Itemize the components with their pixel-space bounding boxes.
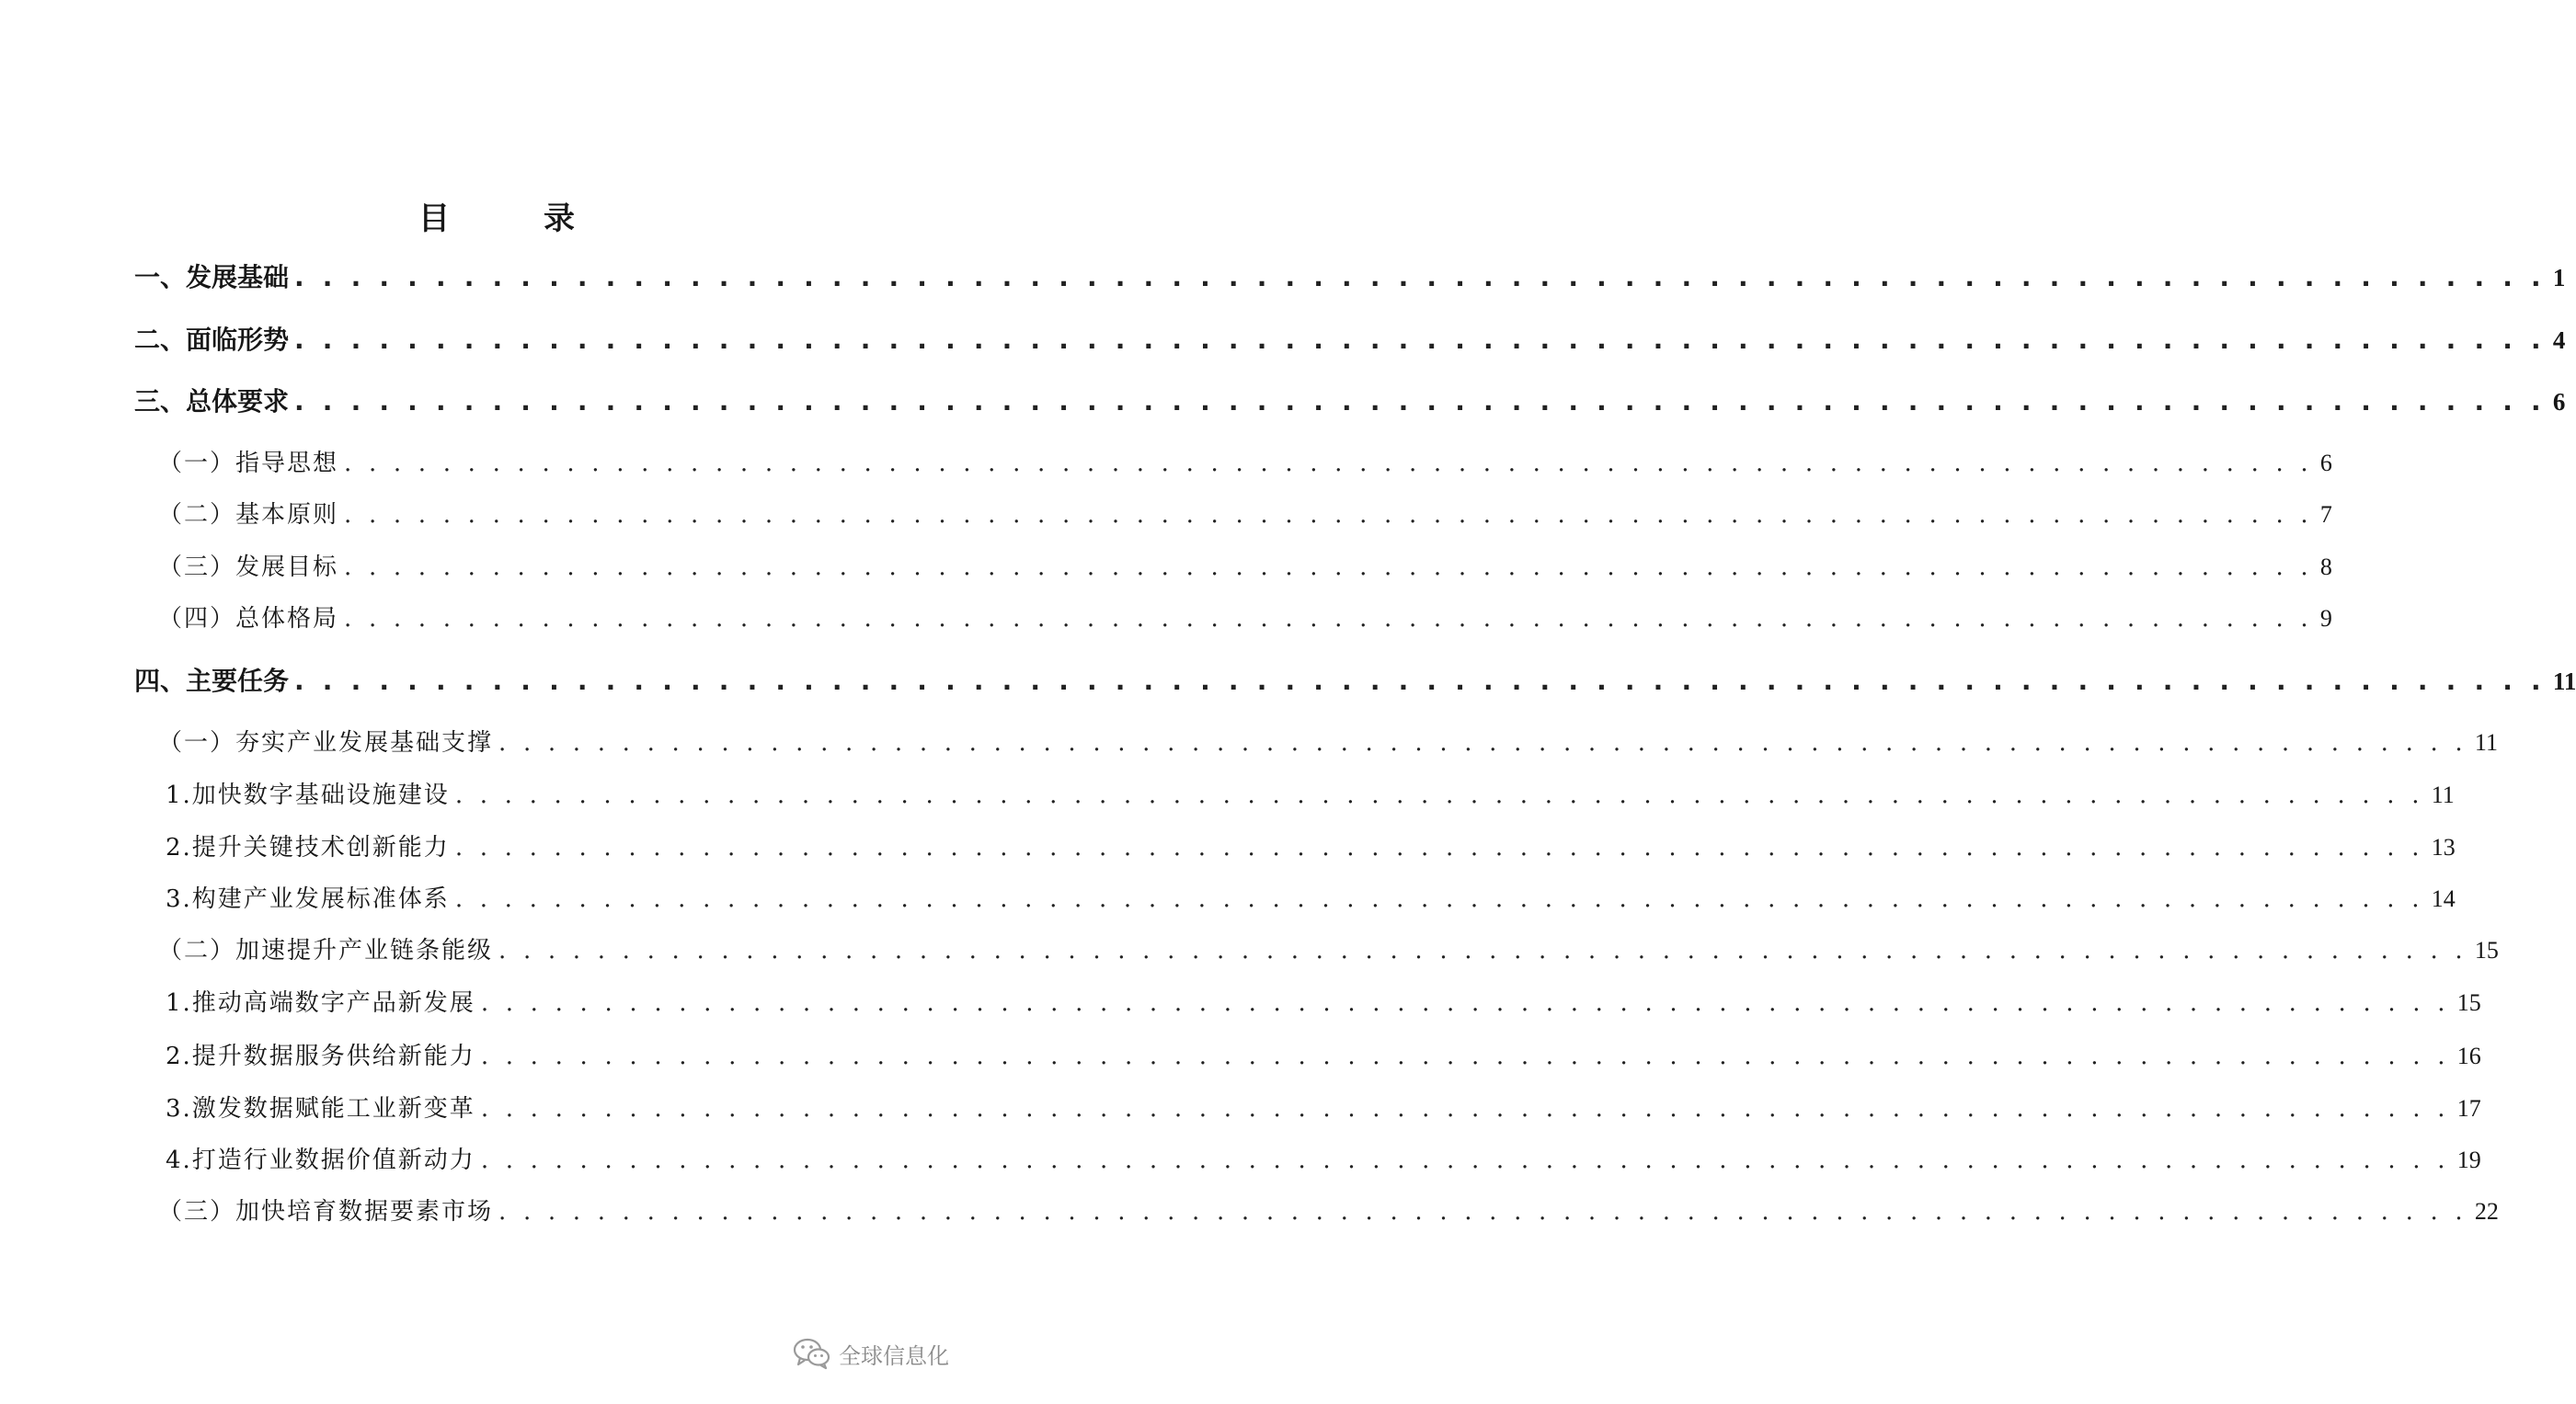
- toc-entry-label: 3.构建产业发展标准体系: [166, 885, 450, 913]
- dot-leader: . . . . . . . . . . . . . . . . . . . . . . . . . . . . . . . . . . . . . . . . . . . . . . . . . . . . . . . . . . . . . . . . . . . . . . . . . . . . . . . .: [344, 554, 2313, 581]
- toc-page-number: 1: [2552, 264, 2566, 291]
- toc-entry-label: （二）加速提升产业链条能级: [158, 937, 494, 965]
- toc-entry-label: 四、主要任务: [134, 666, 290, 696]
- toc-page-number: 9: [2319, 605, 2332, 632]
- toc-entry-label: 1.加快数字基础设施建设: [166, 782, 450, 809]
- toc-page-number: 22: [2474, 1198, 2499, 1225]
- toc-entry[interactable]: [166, 1090, 2481, 1127]
- dot-leader: . . . . . . . . . . . . . . . . . . . . . . . . . . . . . . . . . . . . . . . . . . . . . . . . . . . . . . . . . . . . . . . . . . . . . . . . . . . . . . . .: [294, 325, 2546, 355]
- toc-page-number: 11: [2474, 729, 2498, 756]
- dot-leader: . . . . . . . . . . . . . . . . . . . . . . . . . . . . . . . . . . . . . . . . . . . . . . . . . . . . . . . . . . . . . . . . . . . . . . . . . . . . . . . .: [498, 729, 2467, 757]
- toc-entry[interactable]: [166, 829, 2456, 866]
- toc-entry[interactable]: [158, 497, 2332, 533]
- dot-leader: . . . . . . . . . . . . . . . . . . . . . . . . . . . . . . . . . . . . . . . . . . . . . . . . . . . . . . . . . . . . . . . . . . . . . . . . . . . . . . . .: [498, 1198, 2467, 1226]
- toc-entry[interactable]: [166, 881, 2456, 918]
- toc-entry-label: （三）发展目标: [158, 554, 339, 581]
- toc-page-number: 6: [2552, 388, 2566, 416]
- toc-entry[interactable]: [158, 1193, 2499, 1230]
- watermark: [793, 1337, 949, 1370]
- toc-entry-label: 1.推动高端数字产品新发展: [166, 989, 475, 1017]
- toc-entry[interactable]: [166, 777, 2455, 814]
- dot-leader: . . . . . . . . . . . . . . . . . . . . . . . . . . . . . . . . . . . . . . . . . . . . . . . . . . . . . . . . . . . . . . . . . . . . . . . . . . . . . . . .: [294, 386, 2546, 417]
- toc-entry-label: 2.提升数据服务供给新能力: [166, 1043, 475, 1070]
- toc-entry-label: （四）总体格局: [158, 605, 339, 633]
- toc-entry-label: （二）基本原则: [158, 501, 339, 529]
- wechat-icon: [793, 1337, 831, 1370]
- toc-entry-label: 二、面临形势: [134, 325, 290, 355]
- toc-page-number: 11: [2431, 782, 2455, 808]
- dot-leader: . . . . . . . . . . . . . . . . . . . . . . . . . . . . . . . . . . . . . . . . . . . . . . . . . . . . . . . . . . . . . . . . . . . . . . . . . . . . . . . .: [454, 834, 2424, 862]
- page-title: 目 录: [418, 200, 606, 237]
- toc-entry[interactable]: [166, 1038, 2481, 1075]
- toc-entry[interactable]: [134, 383, 2566, 420]
- toc-page-number: 16: [2456, 1043, 2481, 1069]
- toc-entry[interactable]: [158, 932, 2499, 969]
- toc-entry-label: 三、总体要求: [134, 386, 290, 417]
- dot-leader: . . . . . . . . . . . . . . . . . . . . . . . . . . . . . . . . . . . . . . . . . . . . . . . . . . . . . . . . . . . . . . . . . . . . . . . . . . . . . . . .: [294, 666, 2546, 696]
- toc-page-number: 7: [2319, 501, 2332, 528]
- dot-leader: . . . . . . . . . . . . . . . . . . . . . . . . . . . . . . . . . . . . . . . . . . . . . . . . . . . . . . . . . . . . . . . . . . . . . . . . . . . . . . . .: [294, 262, 2546, 292]
- watermark-text: 全球信息化: [839, 1342, 949, 1369]
- toc-page-number: 19: [2456, 1147, 2481, 1173]
- toc-entry-label: （三）加快培育数据要素市场: [158, 1198, 494, 1226]
- dot-leader: . . . . . . . . . . . . . . . . . . . . . . . . . . . . . . . . . . . . . . . . . . . . . . . . . . . . . . . . . . . . . . . . . . . . . . . . . . . . . . . .: [454, 885, 2424, 913]
- dot-leader: . . . . . . . . . . . . . . . . . . . . . . . . . . . . . . . . . . . . . . . . . . . . . . . . . . . . . . . . . . . . . . . . . . . . . . . . . . . . . . . .: [454, 782, 2424, 809]
- toc-page-number: 6: [2319, 450, 2332, 476]
- toc-page-number: 15: [2474, 937, 2499, 964]
- toc-page-number: 15: [2456, 989, 2481, 1016]
- toc-entry[interactable]: [134, 663, 2576, 700]
- dot-leader: . . . . . . . . . . . . . . . . . . . . . . . . . . . . . . . . . . . . . . . . . . . . . . . . . . . . . . . . . . . . . . . . . . . . . . . . . . . . . . . .: [344, 501, 2313, 529]
- dot-leader: . . . . . . . . . . . . . . . . . . . . . . . . . . . . . . . . . . . . . . . . . . . . . . . . . . . . . . . . . . . . . . . . . . . . . . . . . . . . . . . .: [498, 937, 2467, 965]
- toc-page-number: 13: [2431, 834, 2456, 861]
- toc-entry-label: 4.打造行业数据价值新动力: [166, 1147, 475, 1174]
- toc-entry-label: （一）夯实产业发展基础支撑: [158, 729, 494, 757]
- toc-page-number: 11: [2552, 668, 2576, 695]
- toc-entry[interactable]: [166, 985, 2481, 1022]
- toc-entry[interactable]: [158, 725, 2498, 761]
- dot-leader: . . . . . . . . . . . . . . . . . . . . . . . . . . . . . . . . . . . . . . . . . . . . . . . . . . . . . . . . . . . . . . . . . . . . . . . . . . . . . . . .: [480, 989, 2450, 1017]
- dot-leader: . . . . . . . . . . . . . . . . . . . . . . . . . . . . . . . . . . . . . . . . . . . . . . . . . . . . . . . . . . . . . . . . . . . . . . . . . . . . . . . .: [480, 1147, 2450, 1174]
- toc-entry-label: 一、发展基础: [134, 262, 290, 292]
- dot-leader: . . . . . . . . . . . . . . . . . . . . . . . . . . . . . . . . . . . . . . . . . . . . . . . . . . . . . . . . . . . . . . . . . . . . . . . . . . . . . . . .: [480, 1095, 2450, 1123]
- toc-entry[interactable]: [134, 259, 2566, 296]
- toc-page-number: 8: [2319, 554, 2332, 580]
- toc-entry-label: 2.提升关键技术创新能力: [166, 834, 450, 862]
- toc-page-number: 4: [2552, 326, 2566, 354]
- toc-entry[interactable]: [158, 445, 2332, 482]
- toc-entry[interactable]: [166, 1142, 2481, 1179]
- toc-entry[interactable]: [134, 322, 2566, 359]
- toc-entry[interactable]: [158, 600, 2332, 637]
- toc-entry[interactable]: [158, 549, 2332, 586]
- dot-leader: . . . . . . . . . . . . . . . . . . . . . . . . . . . . . . . . . . . . . . . . . . . . . . . . . . . . . . . . . . . . . . . . . . . . . . . . . . . . . . . .: [344, 450, 2313, 477]
- dot-leader: . . . . . . . . . . . . . . . . . . . . . . . . . . . . . . . . . . . . . . . . . . . . . . . . . . . . . . . . . . . . . . . . . . . . . . . . . . . . . . . .: [480, 1043, 2450, 1070]
- toc-entry-label: （一）指导思想: [158, 450, 339, 477]
- toc-page-number: 14: [2431, 885, 2456, 912]
- dot-leader: . . . . . . . . . . . . . . . . . . . . . . . . . . . . . . . . . . . . . . . . . . . . . . . . . . . . . . . . . . . . . . . . . . . . . . . . . . . . . . . .: [344, 605, 2313, 633]
- toc-entry-label: 3.激发数据赋能工业新变革: [166, 1095, 475, 1123]
- toc-page-number: 17: [2456, 1095, 2481, 1122]
